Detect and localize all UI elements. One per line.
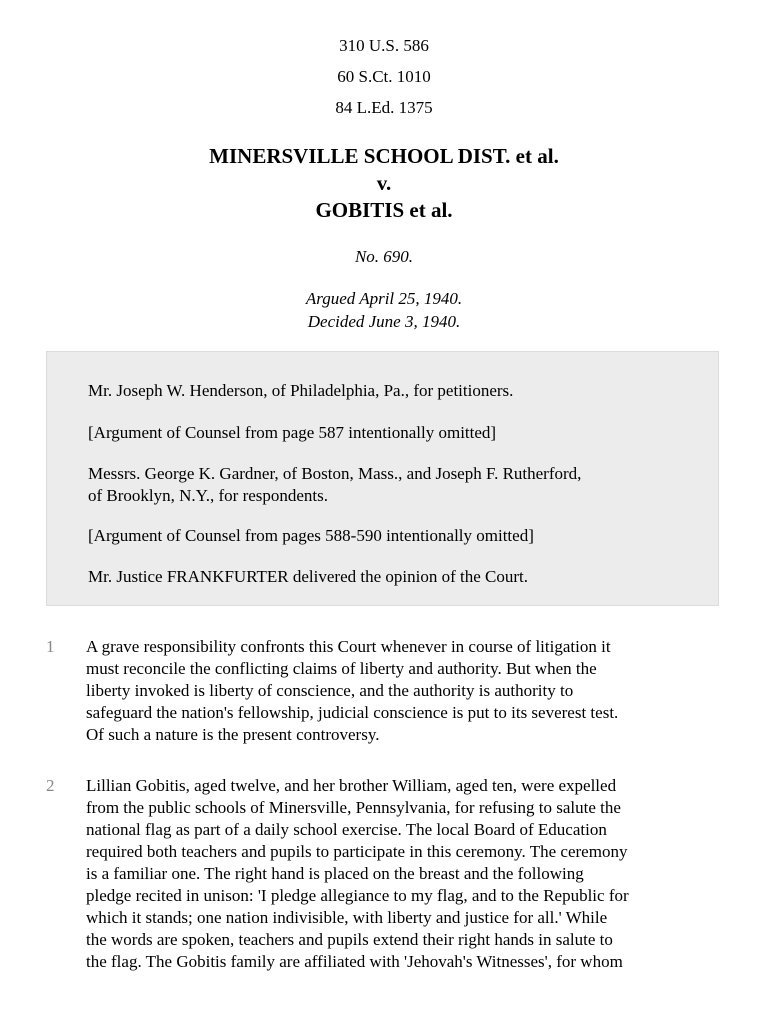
- text-line: from the public schools of Minersville, Pennsylvania, for refusing to salute the: [86, 798, 621, 817]
- argued-date: Argued April 25, 1940.: [305, 289, 463, 308]
- text-line: must reconcile the conflicting claims of liberty and authority. But when the: [86, 659, 597, 678]
- counsel-box: [46, 351, 719, 606]
- paragraph-text: [86, 636, 722, 746]
- text-line: A grave responsibility confronts this Court whenever in course of litigation it: [86, 637, 611, 656]
- text-line: the flag. The Gobitis family are affiliated with 'Jehovah's Witnesses', for whom: [86, 952, 623, 971]
- text-line: safeguard the nation's fellowship, judicial conscience is put to its severest test.: [86, 703, 619, 722]
- citation-supreme-court-reporter: 60 S.Ct. 1010: [337, 67, 431, 86]
- counsel-omitted-note-1: [Argument of Counsel from page 587 intentionally omitted]: [88, 423, 497, 442]
- citation-us-reports: 310 U.S. 586: [339, 36, 429, 55]
- counsel-omitted-note-2: [Argument of Counsel from pages 588-590 intentionally omitted]: [88, 526, 534, 545]
- docket-number: No. 690.: [354, 247, 414, 266]
- paragraph-number: 2: [46, 776, 55, 795]
- text-line: is a familiar one. The right hand is placed on the breast and the following: [86, 864, 584, 883]
- decided-date: Decided June 3, 1940.: [307, 312, 461, 331]
- text-line: required both teachers and pupils to participate in this ceremony. The ceremony: [86, 842, 628, 861]
- text-line: pledge recited in unison: 'I pledge allegiance to my flag, and to the Republic for: [86, 886, 629, 905]
- text-line: Of such a nature is the present controversy.: [86, 725, 380, 744]
- text-line: which it stands; one nation indivisible, with liberty and justice for all.' While: [86, 908, 608, 927]
- case-party-respondent: GOBITIS et al.: [315, 198, 453, 222]
- text-line: national flag as part of a daily school exercise. The local Board of Education: [86, 820, 607, 839]
- case-party-petitioner: MINERSVILLE SCHOOL DIST. et al.: [209, 144, 559, 168]
- counsel-respondents-line-1: Messrs. George K. Gardner, of Boston, Mass., and Joseph F. Rutherford,: [88, 464, 582, 483]
- case-versus: v.: [376, 171, 392, 195]
- paragraph-text: [86, 775, 722, 973]
- text-line: liberty invoked is liberty of conscience, and the authority is authority to: [86, 681, 574, 700]
- counsel-respondents-line-2: of Brooklyn, N.Y., for respondents.: [88, 486, 329, 505]
- text-line: Lillian Gobitis, aged twelve, and her brother William, aged ten, were expelled: [86, 776, 617, 795]
- opinion-delivered-by: Mr. Justice FRANKFURTER delivered the opinion of the Court.: [88, 567, 528, 586]
- paragraph-number: 1: [46, 637, 55, 656]
- counsel-petitioners: Mr. Joseph W. Henderson, of Philadelphia, Pa., for petitioners.: [88, 381, 514, 400]
- citation-lawyers-edition: 84 L.Ed. 1375: [335, 98, 433, 117]
- text-line: the words are spoken, teachers and pupils extend their right hands in salute to: [86, 930, 613, 949]
